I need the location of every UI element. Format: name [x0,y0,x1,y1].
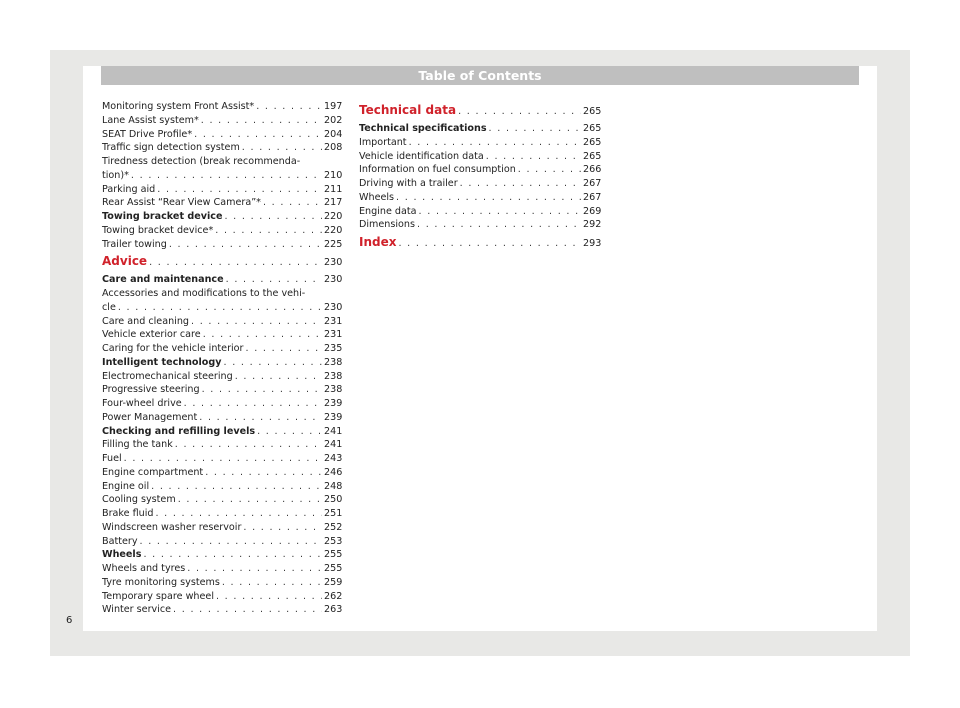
toc-leader-dots [458,102,581,122]
toc-leader-dots [489,122,581,136]
toc-entry[interactable] [102,169,342,183]
toc-entry[interactable] [102,576,342,590]
toc-leader-dots [169,238,322,252]
toc-entry-label: Care and maintenance [102,274,224,286]
toc-entry-page: 265 [583,106,602,117]
toc-leader-dots [173,603,322,617]
toc-entry-label: Winter service [102,604,172,616]
toc-entry-page: 231 [324,329,343,341]
toc-entry-page: 239 [324,411,343,423]
toc-entry-page: 241 [324,439,343,451]
toc-leader-dots [263,196,322,210]
toc-entry-page: 253 [324,535,343,547]
toc-entry[interactable] [102,425,342,439]
toc-entry-page: 255 [324,549,343,561]
toc-entry[interactable] [102,356,342,370]
toc-entry-label: Vehicle exterior care [102,329,201,341]
toc-entry-label: Technical specifications [359,123,487,134]
toc-chapter-entry[interactable] [359,232,601,254]
toc-entry[interactable] [102,342,342,356]
toc-leader-dots [417,218,581,232]
toc-entry-label: Electromechanical steering [102,370,233,382]
toc-entry-label: Checking and refilling levels [102,425,256,437]
page-header: Table of Contents [101,66,859,85]
toc-leader-dots [140,535,322,549]
toc-entry-page: 248 [324,480,343,492]
toc-entry[interactable] [102,562,342,576]
toc-entry[interactable] [359,191,601,205]
toc-leader-dots [256,100,322,114]
toc-entry[interactable] [102,466,342,480]
toc-entry-label: Engine data [359,205,417,217]
toc-entry-label: Parking aid [102,183,156,195]
toc-entry-page: 267 [583,191,602,203]
toc-entry-page: 252 [324,521,343,533]
toc-entry-page: 293 [583,238,602,249]
toc-leader-dots [124,452,322,466]
toc-entry[interactable] [102,535,342,549]
toc-chapter-entry[interactable] [102,251,342,273]
toc-entry-label: Technical data [359,103,457,117]
toc-entry[interactable] [102,397,342,411]
toc-entry-page: 230 [324,274,343,286]
toc-leader-dots [194,128,322,142]
toc-leader-dots [118,301,322,315]
toc-leader-dots [155,507,322,521]
toc-entry-page: 265 [583,123,602,134]
toc-entry[interactable] [102,301,342,315]
toc-leader-dots [224,210,322,224]
toc-entry[interactable] [359,218,601,232]
toc-entry-page: 230 [324,301,343,313]
toc-entry[interactable] [359,163,601,177]
toc-entry-label: Dimensions [359,219,415,231]
toc-leader-dots [224,356,322,370]
toc-entry-page: 238 [324,384,343,396]
toc-entry-label: Information on fuel consumption [359,164,516,176]
toc-entry[interactable] [102,287,342,301]
toc-leader-dots [191,315,322,329]
toc-entry-label: Caring for the vehicle interior [102,343,244,354]
toc-entry-page: 267 [583,178,602,189]
toc-entry-label: Monitoring system Front Assist* [102,101,255,112]
toc-entry-label: Trailer towing [102,238,167,250]
toc-entry-label: Engine compartment [102,466,204,478]
toc-entry[interactable] [359,177,601,191]
toc-entry-label: Index [359,235,397,249]
toc-entry-label: Accessories and modifications to the vehi- [102,288,306,299]
toc-entry-page: 235 [324,343,343,354]
toc-entry-label: Battery [102,535,138,547]
toc-leader-dots [184,397,322,411]
toc-entry-label: Wheels and tyres [102,563,186,574]
toc-entry[interactable] [102,521,342,535]
toc-entry-label: Intelligent technology [102,356,222,368]
toc-entry-page: 225 [324,238,343,250]
toc-entry-label: Towing bracket device [102,211,223,222]
toc-entry-label: Wheels [102,549,142,561]
toc-entry-label: Care and cleaning [102,315,189,327]
toc-entry-label: Driving with a trailer [359,178,458,189]
toc-entry-page: 220 [324,211,343,222]
toc-entry[interactable] [102,438,342,452]
toc-leader-dots [518,163,581,177]
toc-entry-page: 230 [324,257,343,269]
toc-entry-page: 255 [324,563,343,574]
toc-entry-page: 259 [324,576,343,588]
toc-entry[interactable] [102,452,342,466]
toc-entry-label: Traffic sign detection system [102,142,240,154]
toc-entry-page: 241 [324,425,343,437]
toc-entry-page: 262 [324,590,343,602]
toc-entry[interactable] [102,196,342,210]
toc-entry[interactable] [102,493,342,507]
toc-entry-label: SEAT Drive Profile* [102,128,193,140]
toc-chapter-entry[interactable] [359,100,601,122]
toc-entry-page: 263 [324,604,343,616]
toc-entry[interactable] [102,100,342,114]
toc-entry-label: Lane Assist system* [102,114,199,126]
toc-leader-dots [201,114,322,128]
toc-entry[interactable] [102,590,342,604]
toc-entry-page: 269 [583,205,602,217]
toc-entry-page: 231 [324,315,343,327]
toc-leader-dots [409,136,581,150]
toc-entry-label: Four-wheel drive [102,398,182,409]
toc-entry[interactable] [102,411,342,425]
toc-leader-dots [215,224,322,238]
toc-leader-dots [202,383,322,397]
toc-entry[interactable] [102,224,342,238]
toc-leader-dots [131,169,322,183]
toc-leader-dots [199,411,322,425]
toc-entry[interactable] [359,205,601,219]
toc-entry-page: 265 [583,136,602,148]
toc-entry-label: Filling the tank [102,439,173,451]
toc-right-column [359,100,601,254]
toc-leader-dots [396,191,581,205]
toc-leader-dots [151,480,322,494]
toc-entry-page: 239 [324,398,343,409]
toc-leader-dots [187,562,322,576]
toc-entry[interactable] [102,210,342,224]
toc-entry-page: 211 [324,183,343,195]
toc-entry[interactable] [102,273,342,287]
toc-leader-dots [419,205,581,219]
toc-entry-page: 220 [324,224,343,236]
toc-entry-label: Windscreen washer reservoir [102,521,242,533]
toc-entry[interactable] [102,238,342,252]
toc-leader-dots [203,328,322,342]
toc-leader-dots [216,590,322,604]
toc-leader-dots [398,234,581,254]
toc-entry-label: Cooling system [102,494,176,506]
toc-entry-label: Towing bracket device* [102,224,214,236]
toc-entry-page: 238 [324,370,343,382]
toc-entry-label: Progressive steering [102,384,200,396]
toc-entry[interactable] [359,122,601,136]
toc-entry-page: 292 [583,219,602,231]
toc-entry[interactable] [102,370,342,384]
toc-entry-label: cle [102,301,116,313]
toc-entry[interactable] [102,480,342,494]
page-number: 6 [66,615,73,626]
toc-left-column [102,100,342,617]
toc-entry[interactable] [102,548,342,562]
toc-entry-label: Vehicle identification data [359,150,484,162]
toc-entry[interactable] [102,183,342,197]
toc-entry-label: Tyre monitoring systems [102,576,220,588]
toc-entry-label: Tiredness detection (break recommenda- [102,156,301,167]
toc-entry[interactable] [102,603,342,617]
toc-entry-label: Advice [102,254,148,269]
toc-entry-page: 197 [324,101,343,112]
toc-entry-label: Brake fluid [102,508,154,519]
toc-entry-page: 210 [324,169,343,181]
toc-entry-page: 208 [324,142,343,154]
toc-leader-dots [243,521,322,535]
toc-leader-dots [149,253,322,273]
toc-leader-dots [175,438,322,452]
toc-leader-dots [157,183,322,197]
toc-entry[interactable] [359,150,601,164]
toc-entry-page: 251 [324,508,343,519]
toc-leader-dots [143,548,322,562]
toc-entry-label: Important [359,136,407,148]
toc-entry[interactable] [102,141,342,155]
toc-entry[interactable] [102,155,342,169]
toc-entry[interactable] [102,315,342,329]
toc-entry-page: 202 [324,114,343,126]
toc-entry-page: 204 [324,128,343,140]
toc-leader-dots [235,370,322,384]
toc-entry[interactable] [102,114,342,128]
toc-leader-dots [222,576,322,590]
toc-leader-dots [242,141,322,155]
toc-entry-label: Fuel [102,453,122,464]
toc-leader-dots [205,466,322,480]
toc-entry[interactable] [102,383,342,397]
toc-entry-page: 250 [324,494,343,506]
toc-entry-page: 217 [324,197,343,209]
toc-entry[interactable] [359,136,601,150]
toc-entry-page: 238 [324,356,343,368]
toc-entry-label: Wheels [359,191,395,203]
toc-leader-dots [460,177,581,191]
toc-entry-label: Engine oil [102,480,150,492]
toc-leader-dots [246,342,323,356]
toc-entry-label: Temporary spare wheel [102,590,214,602]
toc-entry-page: 243 [324,453,343,464]
toc-entry-page: 266 [583,164,602,176]
toc-entry[interactable] [102,328,342,342]
toc-entry-page: 246 [324,466,343,478]
toc-leader-dots [178,493,322,507]
toc-leader-dots [226,273,322,287]
toc-leader-dots [486,150,581,164]
toc-entry[interactable] [102,507,342,521]
toc-entry-label: Power Management [102,411,198,423]
toc-entry-label: tion)* [102,169,129,181]
toc-entry-label: Rear Assist “Rear View Camera”* [102,197,261,209]
toc-entry-page: 265 [583,150,602,162]
toc-entry[interactable] [102,128,342,142]
toc-leader-dots [257,425,322,439]
